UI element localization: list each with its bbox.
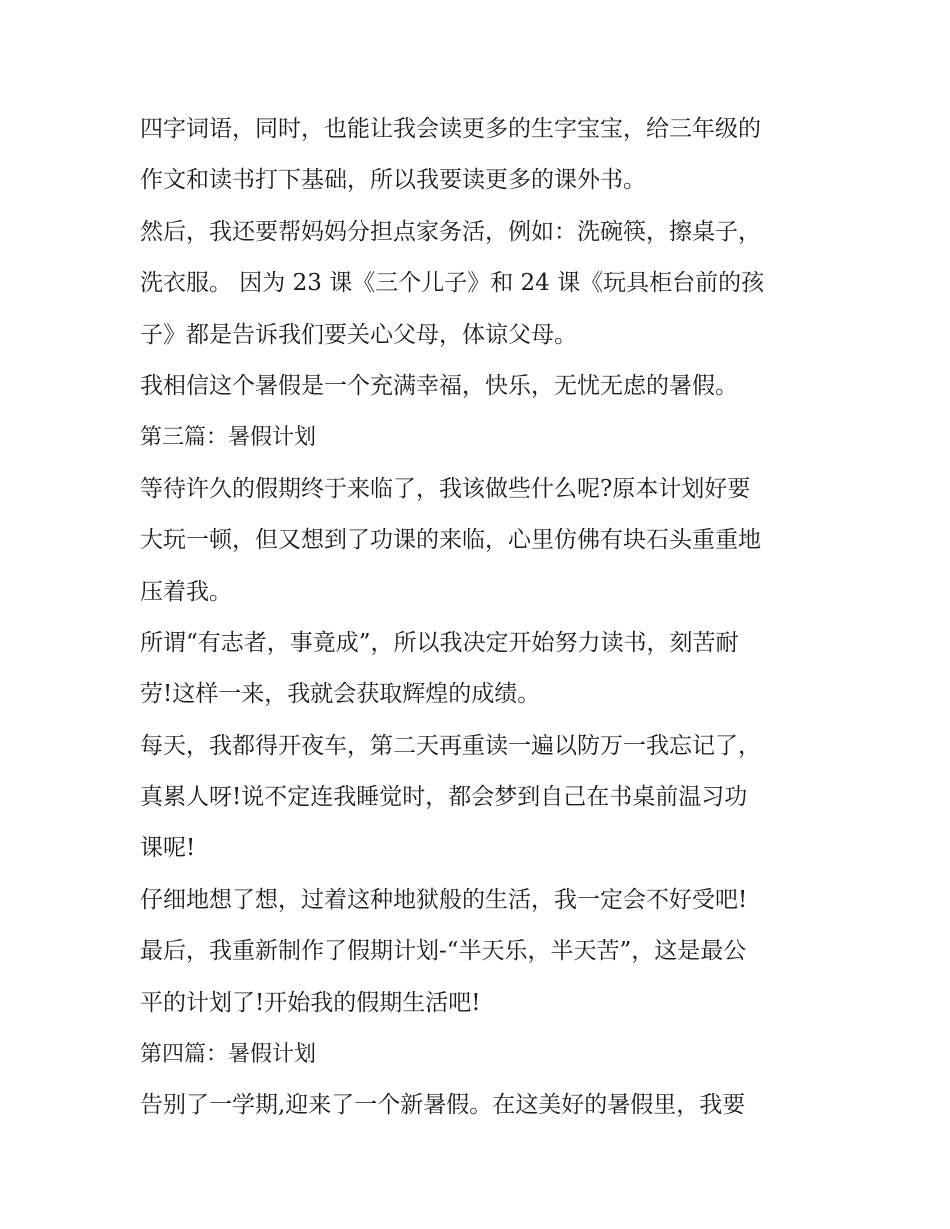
text-line: 平的计划了!开始我的假期生活吧! bbox=[140, 989, 481, 1016]
text-line: 仔细地想了想，过着这种地狱般的生活，我一定会不好受吧! bbox=[140, 886, 748, 913]
text-line: 洗衣服。 因为 23 课《三个儿子》和 24 课《玩具柜台前的孩 bbox=[140, 270, 765, 297]
text-line: 四字词语，同时，也能让我会读更多的生字宝宝，给三年级的 bbox=[140, 116, 761, 142]
text-line: 最后，我重新制作了假期计划-“半天乐，半天苦”，这是最公 bbox=[140, 938, 747, 965]
section-heading: 第四篇：暑假计划 bbox=[140, 1042, 317, 1068]
text-line: 大玩一顿，但又想到了功课的来临，心里仿佛有块石头重重地 bbox=[140, 527, 761, 554]
text-line: 我相信这个暑假是一个充满幸福，快乐，无忧无虑的暑假。 bbox=[140, 372, 738, 399]
text-line: 真累人呀!说不定连我睡觉时，都会梦到自己在书桌前温习功 bbox=[140, 784, 748, 811]
text-line: 压着我。 bbox=[140, 578, 232, 605]
text-line: 等待许久的假期终于来临了，我该做些什么呢?原本计划好要 bbox=[140, 475, 751, 502]
text-line: 课呢! bbox=[140, 835, 196, 862]
text-line: 所谓“有志者，事竟成”，所以我决定开始努力读书，刻苦耐 bbox=[140, 629, 739, 656]
text-line: 劳!这样一来，我就会获取辉煌的成绩。 bbox=[140, 681, 541, 708]
section-heading: 第三篇：暑假计划 bbox=[140, 425, 317, 451]
text-line: 每天，我都得开夜车，第二天再重读一遍以防万一我忘记了， bbox=[140, 732, 761, 759]
text-line: 然后，我还要帮妈妈分担点家务活，例如：洗碗筷，擦桌子， bbox=[140, 218, 761, 245]
text-line: 子》都是告诉我们要关心父母，体谅父母。 bbox=[140, 321, 577, 348]
document-body bbox=[140, 104, 820, 1132]
text-line: 告别了一学期,迎来了一个新暑假。在这美好的暑假里，我要 bbox=[140, 1092, 746, 1119]
text-line: 作文和读书打下基础，所以我要读更多的课外书。 bbox=[140, 167, 646, 194]
